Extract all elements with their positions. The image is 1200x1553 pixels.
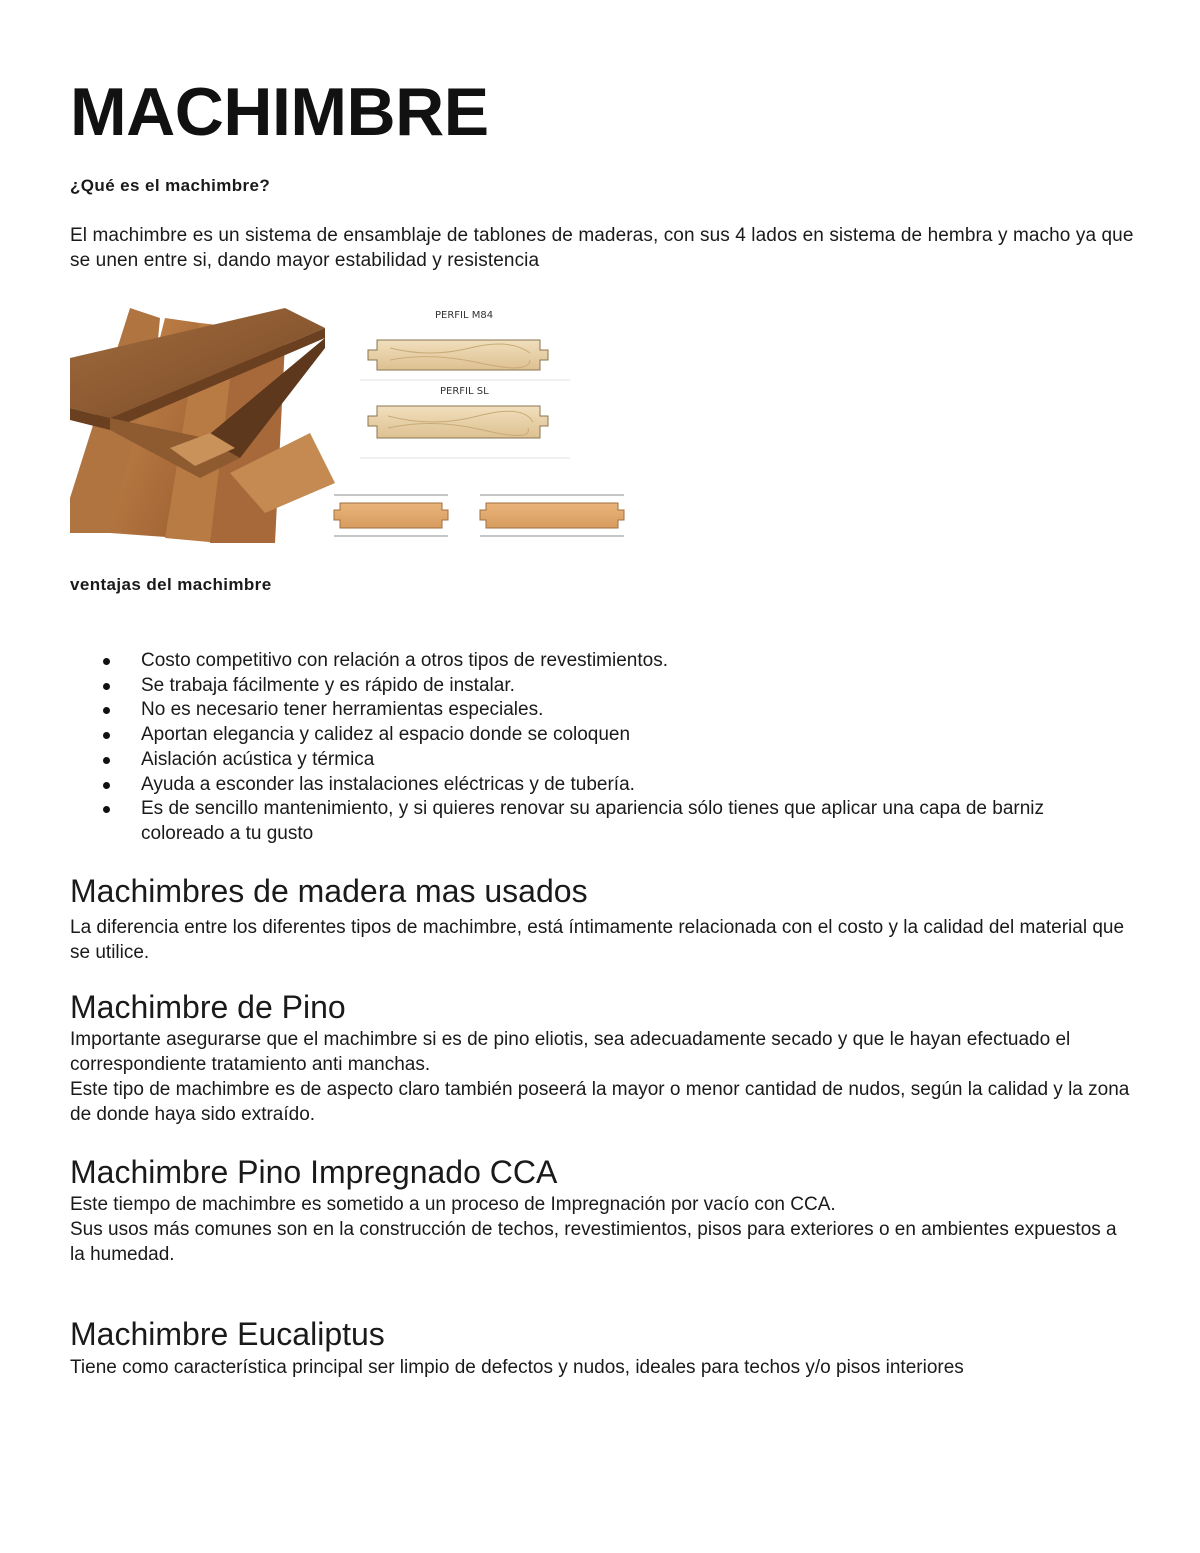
bullet-icon	[103, 757, 110, 764]
advantages-list	[70, 649, 1120, 847]
wood-planks-photo	[70, 308, 335, 543]
section-title-pino-cca: Machimbre Pino Impregnado CCA	[70, 1154, 558, 1190]
document-title: MACHIMBRE	[70, 74, 489, 150]
section-body-pino-2: Este tipo de machimbre es de aspecto claro también poseerá la mayor o menor cantidad de nudos, según la calidad y la zona de donde haya sido extraído.	[70, 1079, 1130, 1125]
list-item: Aportan elegancia y calidez al espacio donde se coloquen	[70, 723, 1120, 748]
bullet-icon	[103, 658, 110, 665]
bullet-icon	[103, 683, 110, 690]
question-heading: ¿Qué es el machimbre?	[70, 176, 271, 195]
list-item: Costo competitivo con relación a otros tipos de revestimientos.	[70, 649, 1120, 674]
intro-paragraph: El machimbre es un sistema de ensamblaje de tablones de maderas, con sus 4 lados en sistema de hembra y macho ya que se unen entre si, dando mayor estabilidad y resistencia	[70, 225, 1134, 271]
section-body-pino-1: Importante asegurarse que el machimbre si es de pino eliotis, sea adecuadamente secado y que le hayan efectuado el correspondiente tratamiento anti manchas.	[70, 1029, 1071, 1075]
section-body-cca-2: Sus usos más comunes son en la construcción de techos, revestimientos, pisos para exteriores o en ambientes expuestos a la humedad.	[70, 1219, 1117, 1265]
machimbre-illustration	[70, 298, 640, 543]
profile-sl	[360, 386, 570, 458]
list-item: No es necesario tener herramientas especiales.	[70, 698, 1120, 723]
profile-m84	[360, 310, 570, 380]
list-item: Es de sencillo mantenimiento, y si quieres renovar su apariencia sólo tienes que aplicar una capa de barniz coloreado a tu gusto	[70, 797, 1120, 846]
bullet-icon	[103, 782, 110, 789]
section-body-mas-usados: La diferencia entre los diferentes tipos de machimbre, está íntimamente relacionada con el costo y la calidad del material que se utilice.	[70, 917, 1125, 963]
bullet-icon	[103, 732, 110, 739]
advantages-heading: ventajas del machimbre	[70, 575, 272, 594]
list-item: Ayuda a esconder las instalaciones eléctricas y de tubería.	[70, 773, 1120, 798]
list-item: Aislación acústica y térmica	[70, 748, 1120, 773]
section-title-eucaliptus: Machimbre Eucaliptus	[70, 1316, 385, 1352]
dimension-profiles	[334, 495, 624, 536]
profile-m84-label: PERFIL M84	[435, 310, 494, 321]
section-title-pino: Machimbre de Pino	[70, 989, 346, 1025]
section-body-cca-1: Este tiempo de machimbre es sometido a un proceso de Impregnación por vacío con CCA.	[70, 1194, 836, 1215]
section-title-mas-usados: Machimbres de madera mas usados	[70, 873, 588, 909]
section-body-eucaliptus: Tiene como característica principal ser limpio de defectos y nudos, ideales para techos y/o pisos interiores	[70, 1357, 964, 1378]
bullet-icon	[103, 806, 110, 813]
profile-sl-label: PERFIL SL	[440, 386, 489, 397]
bullet-icon	[103, 707, 110, 714]
list-item: Se trabaja fácilmente y es rápido de instalar.	[70, 674, 1120, 699]
machimbre-figure	[70, 298, 640, 543]
